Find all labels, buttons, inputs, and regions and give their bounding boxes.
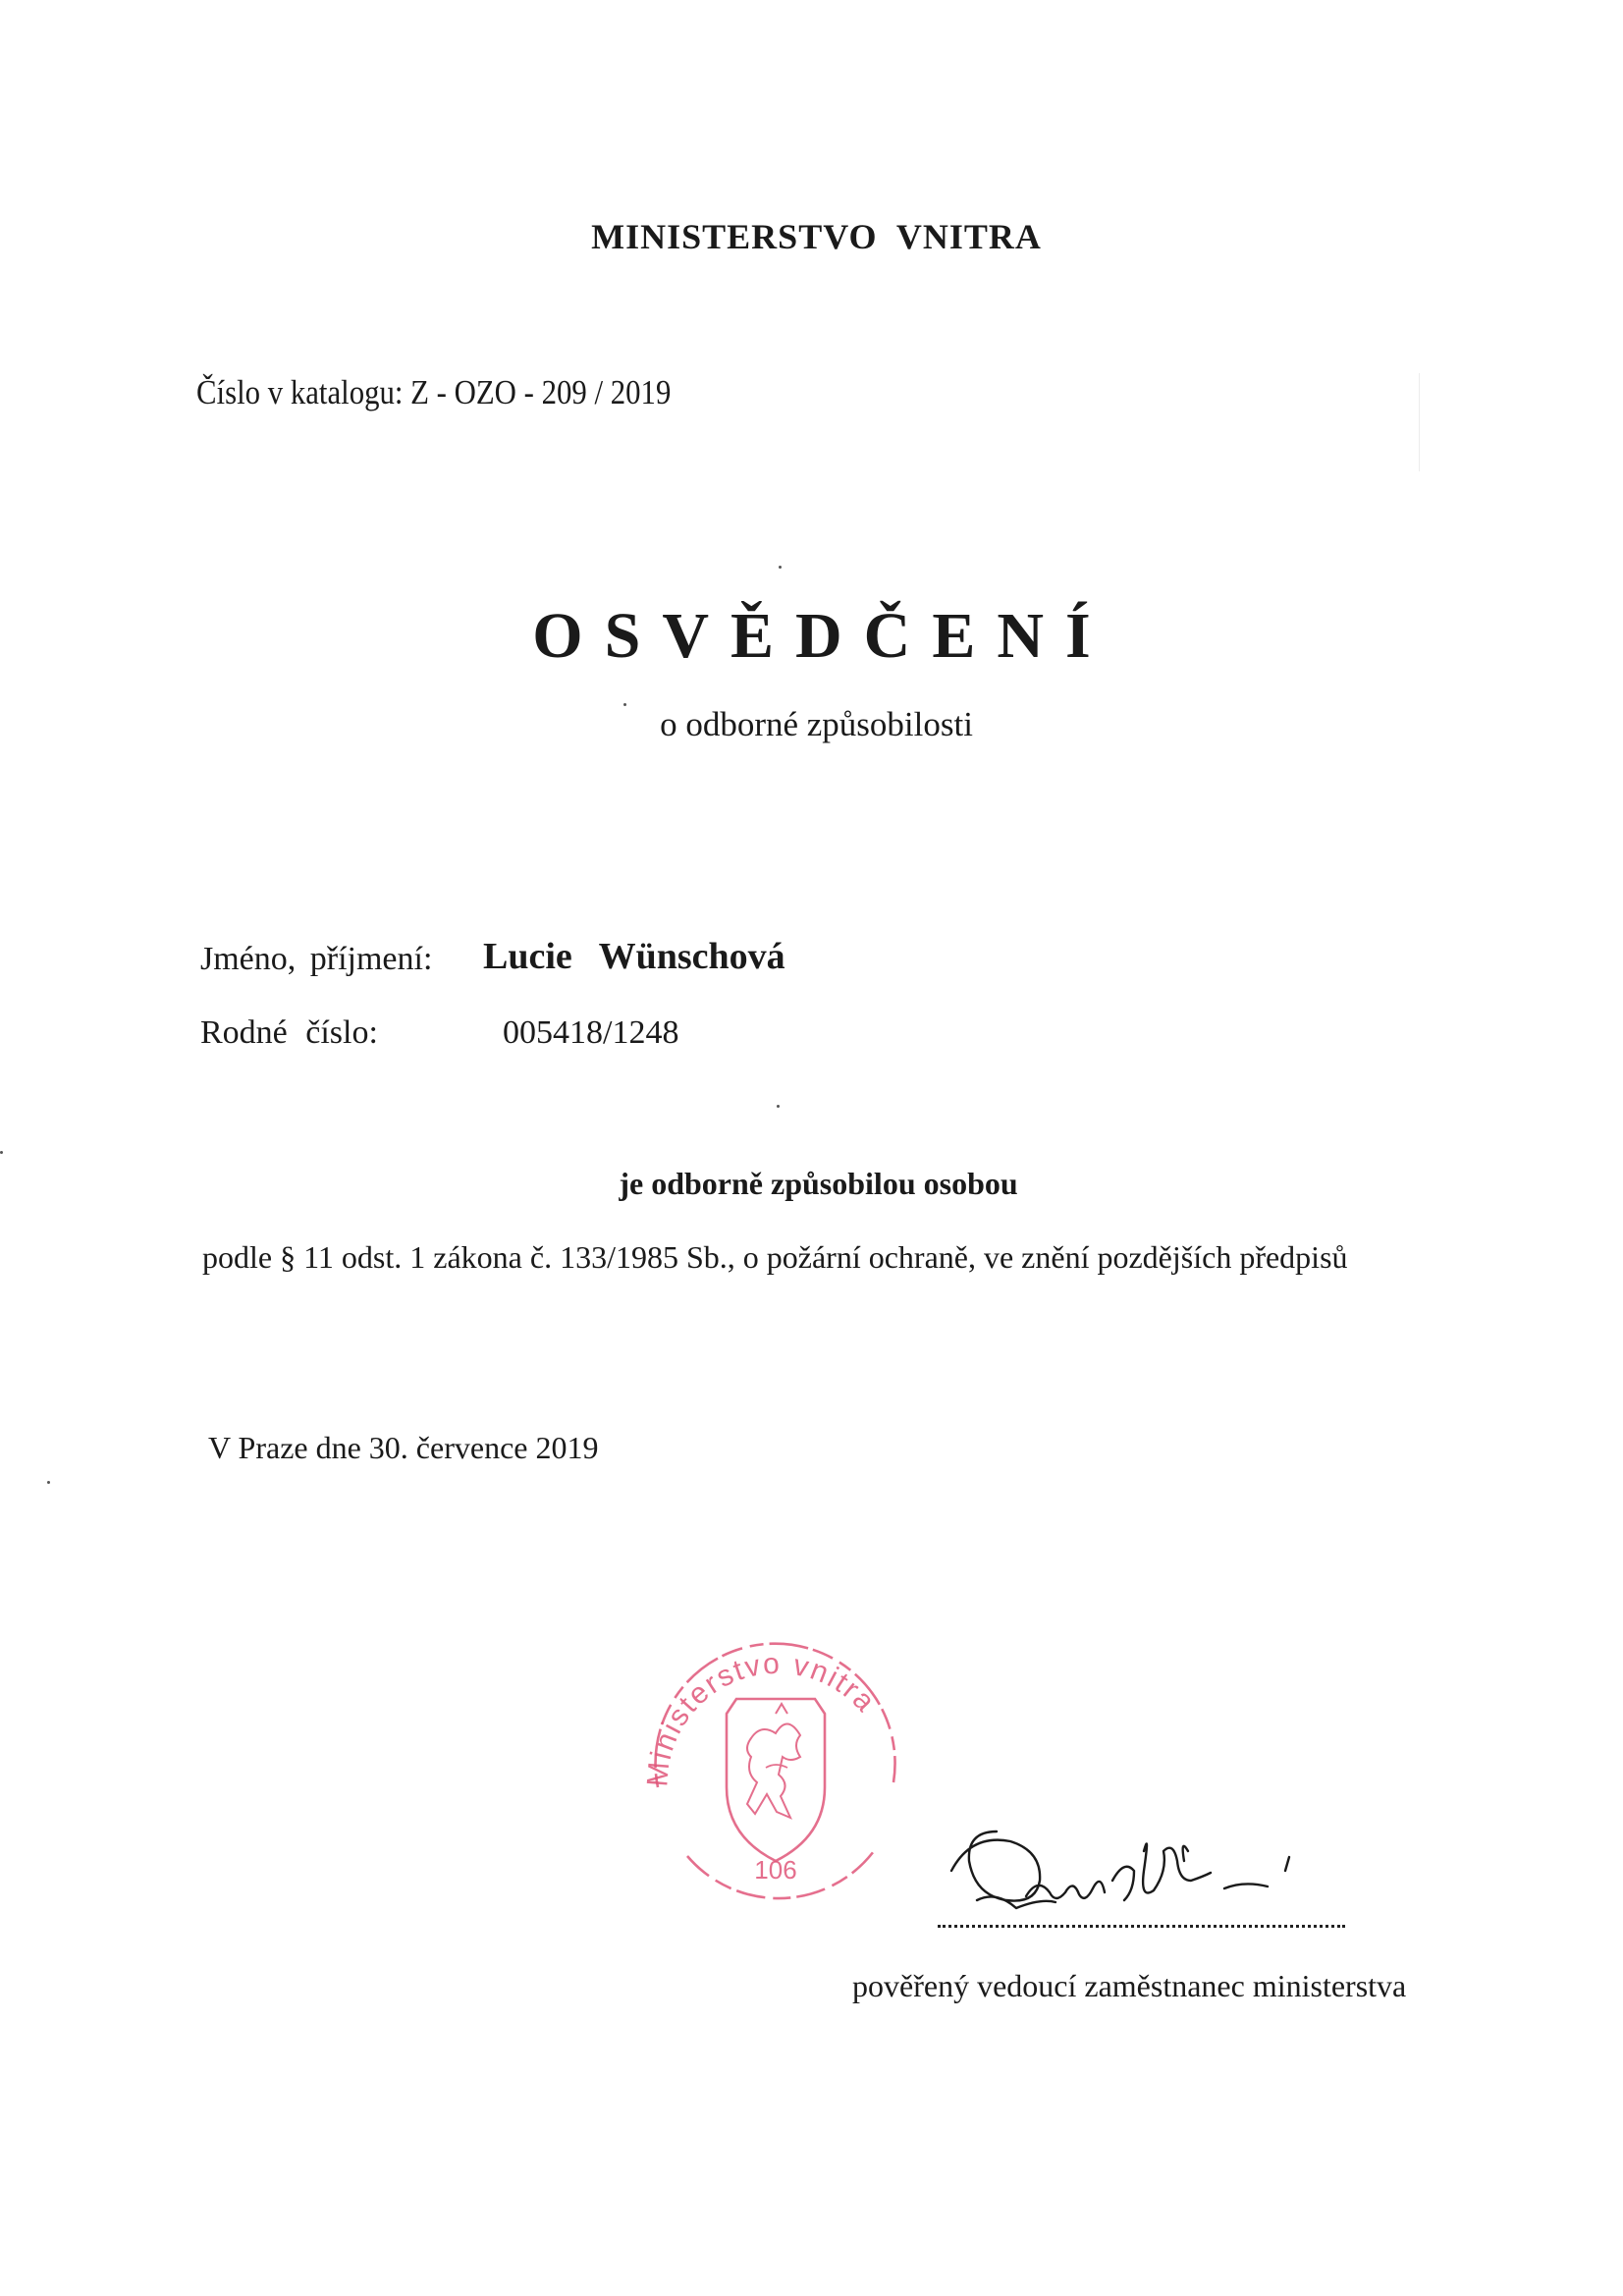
- signatory-role: pověřený vedoucí zaměstnanec ministerstva: [852, 1968, 1407, 2003]
- birth-number-value: 005418/1248: [503, 1014, 679, 1051]
- signature-line: [938, 1925, 1345, 1928]
- certificate-subheading: o odborné způsobilosti: [660, 705, 973, 743]
- ministry-title: MINISTERSTVO VNITRA: [591, 217, 1042, 256]
- birth-number-label: Rodné číslo:: [200, 1014, 378, 1051]
- scan-speck: [0, 1151, 3, 1154]
- catalog-number: Číslo v katalogu: Z - OZO - 209 / 2019: [196, 373, 672, 411]
- name-value: Lucie Wünschová: [483, 936, 785, 977]
- svg-text:Ministerstvo vnitra: [641, 1648, 882, 1788]
- name-label: Jméno, příjmení:: [200, 941, 433, 977]
- scan-speck: [47, 1481, 50, 1484]
- competence-statement: je odborně způsobilou osobou: [619, 1166, 1018, 1201]
- scan-edge-mark: [1419, 373, 1420, 471]
- place-and-date: V Praze dne 30. července 2019: [208, 1430, 599, 1465]
- stamp-number: 106: [754, 1855, 797, 1885]
- official-stamp: [628, 1620, 923, 1915]
- scan-speck: [779, 566, 782, 569]
- legal-basis: podle § 11 odst. 1 zákona č. 133/1985 Sb., o požární ochraně, ve znění pozdějších předpisů: [202, 1239, 1348, 1275]
- signature: [938, 1812, 1350, 1930]
- scan-speck: [623, 703, 626, 706]
- certificate-heading: OSVĚDČENÍ: [532, 600, 1112, 672]
- stamp-text: Ministerstvo vnitra: [641, 1647, 883, 1788]
- scan-speck: [777, 1105, 780, 1108]
